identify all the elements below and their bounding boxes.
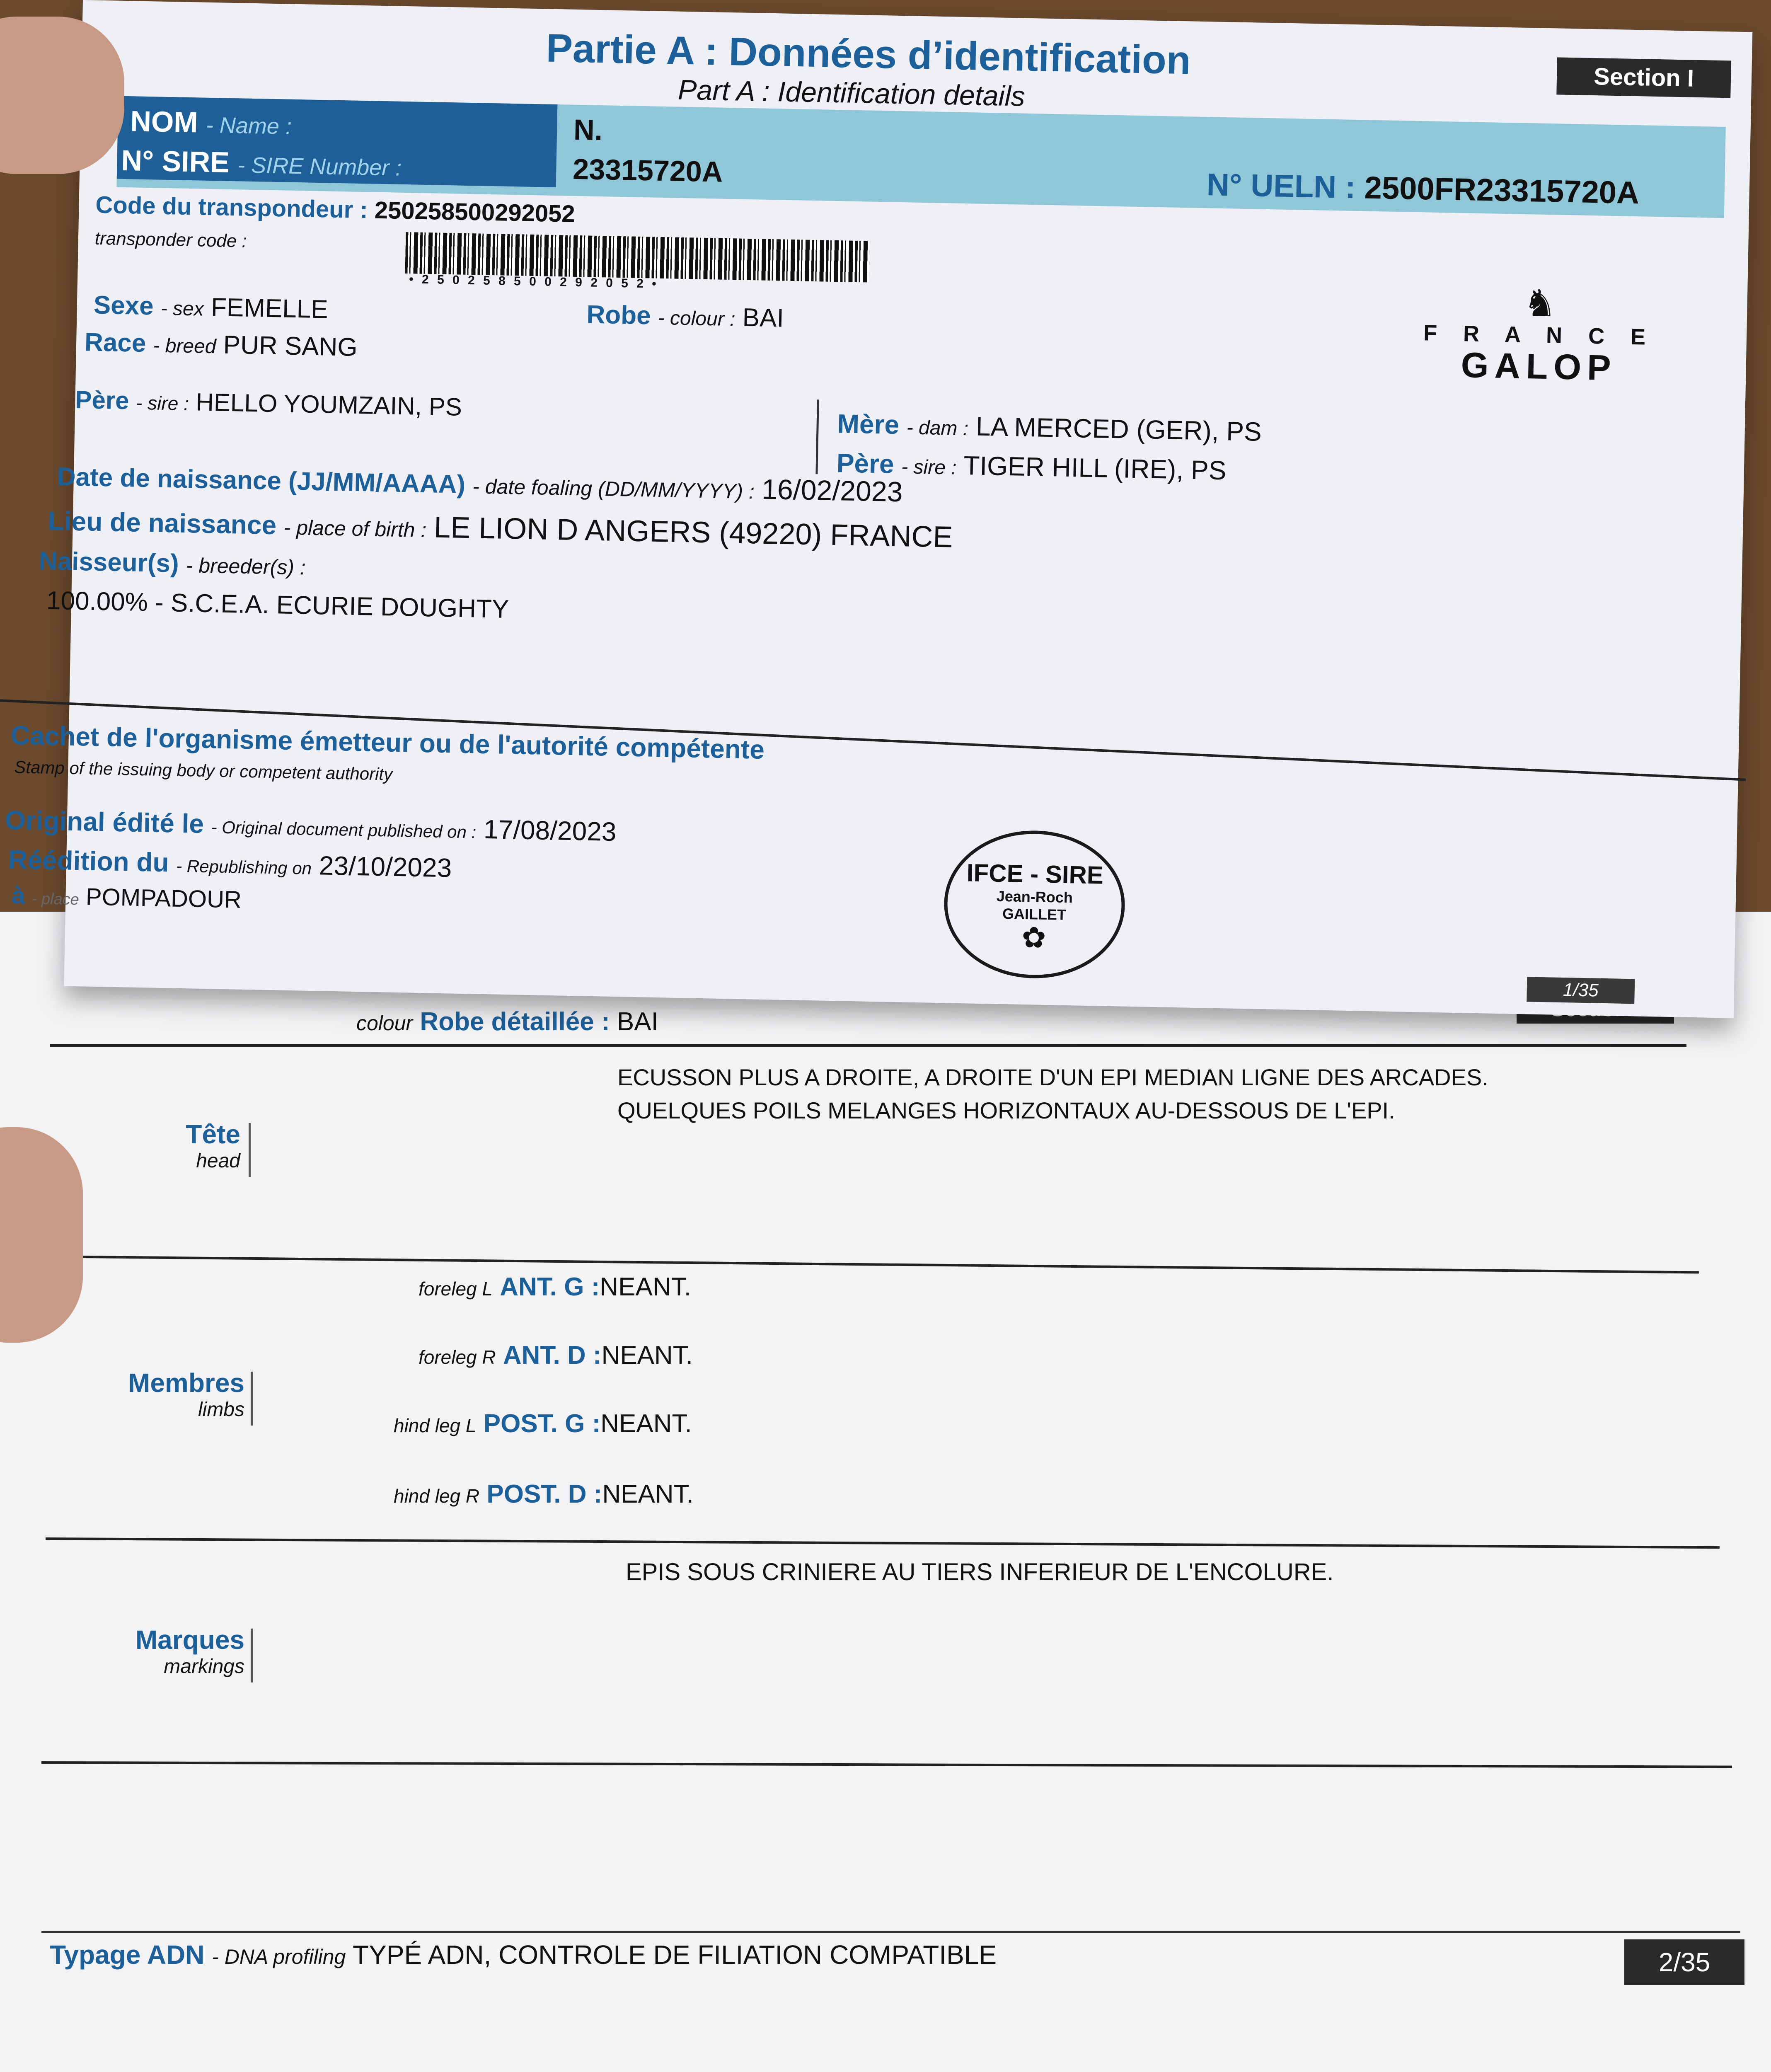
- tete-label: Tête: [186, 1119, 240, 1149]
- pob-row: [48, 503, 953, 554]
- limb-value: NEANT.: [600, 1409, 692, 1438]
- sexe-value: FEMELLE: [210, 293, 329, 324]
- reedition-label: Réédition du: [8, 844, 169, 878]
- stamp-line-3: GAILLET: [1002, 905, 1067, 923]
- pob-label-en: - place of birth :: [283, 516, 427, 542]
- signature-icon: ✿: [1021, 921, 1047, 954]
- limb-row: [419, 1272, 691, 1302]
- ifce-sire-stamp: [943, 829, 1126, 980]
- logo-line-1: F R A N C E: [1423, 320, 1656, 350]
- place-label: à: [11, 882, 26, 909]
- grandsire-value: TIGER HILL (IRE), PS: [963, 450, 1227, 486]
- membres-label: Membres: [128, 1368, 244, 1398]
- robe-value: BAI: [742, 303, 784, 333]
- adn-row: [50, 1939, 997, 1970]
- robe-label-en: - colour :: [658, 307, 735, 331]
- place-row: [12, 881, 242, 914]
- membres-bar: [251, 1372, 253, 1426]
- sexe-row: [93, 290, 328, 324]
- limb-value: NEANT.: [602, 1480, 694, 1508]
- page-number-badge: 2/35: [1624, 1939, 1744, 1985]
- membres-label-block: [120, 1368, 244, 1421]
- limb-label-en: hind leg L: [394, 1415, 477, 1436]
- stamp-line-2: Jean-Roch: [996, 887, 1073, 906]
- pere-row: [75, 385, 462, 421]
- adn-value: TYPÉ ADN, CONTROLE DE FILIATION COMPATIBLE: [353, 1940, 997, 1970]
- limb-value: NEANT.: [601, 1341, 693, 1370]
- logo-line-2: GALOP: [1460, 345, 1617, 388]
- dob-value: 16/02/2023: [761, 473, 903, 508]
- race-label: Race: [84, 328, 147, 358]
- transponder-value: 250258500292052: [374, 196, 576, 228]
- limb-row: [419, 1341, 693, 1370]
- pere-label: Père: [75, 385, 130, 415]
- original-label: Original édité le: [5, 805, 204, 839]
- transponder-label: Code du transpondeur :: [95, 191, 368, 224]
- reedition-row: [8, 844, 452, 884]
- tete-bar: [249, 1123, 251, 1177]
- limb-label: ANT. G :: [500, 1273, 600, 1301]
- nom-value: N.: [573, 113, 603, 147]
- sire-label: N° SIRE: [121, 144, 230, 179]
- reedition-label-en: - Republishing on: [176, 856, 312, 878]
- part-a-title: Partie A : Données d’identification: [545, 26, 1191, 83]
- limb-label: ANT. D :: [503, 1341, 602, 1370]
- part-a-subtitle: Part A : Identification details: [677, 74, 1026, 112]
- tete-description: [617, 1061, 1488, 1127]
- marques-label: Marques: [135, 1625, 244, 1655]
- limb-label-en: foreleg R: [419, 1346, 496, 1368]
- place-value: POMPADOUR: [85, 883, 242, 913]
- robe-detaillee-value: BAI: [617, 1007, 658, 1036]
- sire-label-row: [121, 144, 402, 182]
- ueln-label: N° UELN :: [1206, 167, 1356, 206]
- place-label-en: - place: [31, 890, 80, 909]
- mere-value: LA MERCED (GER), PS: [975, 411, 1262, 447]
- sexe-label-en: - sex: [160, 297, 204, 320]
- pob-value: LE LION D ANGERS (49220) FRANCE: [433, 511, 953, 554]
- breeder-value: 100.00% - S.C.E.A. ECURIE DOUGHTY: [46, 586, 509, 624]
- original-label-en: - Original document published on :: [211, 817, 477, 842]
- divider-adn: [41, 1931, 1740, 1933]
- pob-label: Lieu de naissance: [48, 506, 277, 540]
- dob-row: [57, 460, 903, 508]
- marques-label-en: markings: [164, 1656, 244, 1677]
- cachet-title: Cachet de l'organisme émetteur ou de l'autorité compétente: [10, 720, 765, 765]
- breeder-label: Naisseur(s): [39, 547, 179, 578]
- robe-detaillee-label-en: colour: [356, 1012, 413, 1035]
- nom-label: NOM: [130, 105, 198, 139]
- mere-row: [837, 408, 1262, 447]
- page-one: [5, 0, 1752, 1018]
- mere-label-en: - dam :: [906, 416, 969, 440]
- pere-value: HELLO YOUMZAIN, PS: [196, 388, 462, 421]
- limb-row: [394, 1479, 694, 1509]
- race-label-en: - breed: [152, 334, 217, 358]
- divider-robe: [50, 1044, 1686, 1047]
- marques-value: EPIS SOUS CRINIERE AU TIERS INFERIEUR DE L'ENCOLURE.: [626, 1559, 1334, 1585]
- race-value: PUR SANG: [223, 330, 358, 362]
- cachet-subtitle: Stamp of the issuing body or competent authority: [14, 757, 393, 784]
- limb-label-en: foreleg L: [419, 1278, 493, 1300]
- jockey-horse-icon: ♞: [1523, 282, 1557, 325]
- tete-label-en: head: [196, 1150, 240, 1172]
- pedigree-divider: [815, 399, 819, 474]
- robe-detaillee-label: Robe détaillée :: [420, 1007, 610, 1036]
- robe-label: Robe: [586, 300, 651, 330]
- page-two: [0, 912, 1771, 2072]
- breeder-row: [39, 546, 306, 581]
- pere-label-en: - sire :: [135, 392, 189, 415]
- tete-line-2: QUELQUES POILS MELANGES HORIZONTAUX AU-DESSOUS DE L'EPI.: [617, 1097, 1395, 1123]
- limb-row: [394, 1409, 692, 1438]
- transponder-row: [95, 191, 575, 228]
- divider-tete: [83, 1256, 1699, 1273]
- limb-label-en: hind leg R: [394, 1485, 480, 1507]
- adn-label: Typage ADN: [50, 1940, 205, 1970]
- grandsire-label-en: - sire :: [901, 456, 957, 479]
- limb-label: POST. G :: [483, 1409, 601, 1438]
- marques-bar: [251, 1629, 253, 1682]
- dob-label: Date de naissance (JJ/MM/AAAA): [57, 462, 466, 499]
- nom-label-en: - Name :: [206, 112, 292, 139]
- robe-row: [586, 300, 784, 333]
- thumb-top: [0, 17, 124, 174]
- stamp-line-1: IFCE - SIRE: [966, 859, 1104, 889]
- race-row: [84, 327, 358, 362]
- france-galop-logo: [1423, 283, 1657, 387]
- reedition-value: 23/10/2023: [319, 850, 452, 883]
- mere-label: Mère: [837, 409, 900, 440]
- limb-label: POST. D :: [486, 1480, 602, 1508]
- original-value: 17/08/2023: [483, 814, 617, 847]
- divider-marques: [41, 1761, 1732, 1768]
- transponder-label-en: transponder code :: [94, 228, 247, 252]
- barcode-digits: • 2 5 0 2 5 8 5 0 0 2 9 2 0 5 2 •: [409, 272, 659, 291]
- ueln-value: 2500FR23315720A: [1364, 170, 1640, 211]
- sire-label-en: - SIRE Number :: [237, 152, 402, 181]
- section-badge: Section I: [1556, 57, 1731, 98]
- grandsire-label: Père: [836, 448, 895, 479]
- robe-detaillee-row: [356, 1007, 658, 1036]
- page-number-badge-page1: 1/35: [1527, 977, 1635, 1004]
- adn-label-en: - DNA profiling: [212, 1945, 346, 1968]
- membres-label-en: limbs: [198, 1399, 244, 1421]
- original-row: [5, 805, 617, 847]
- thumb-bottom: [0, 1127, 83, 1343]
- sire-value: 23315720A: [572, 152, 723, 188]
- dob-label-en: - date foaling (DD/MM/YYYY) :: [472, 474, 755, 503]
- tete-line-1: ECUSSON PLUS A DROITE, A DROITE D'UN EPI MEDIAN LIGNE DES ARCADES.: [617, 1064, 1488, 1090]
- divider-membres: [46, 1537, 1720, 1549]
- tete-label-block: [182, 1119, 240, 1172]
- sexe-label: Sexe: [93, 290, 154, 321]
- marques-label-block: [120, 1624, 244, 1678]
- limb-value: NEANT.: [600, 1273, 691, 1301]
- breeder-label-en: - breeder(s) :: [186, 554, 306, 579]
- nom-label-row: [130, 104, 292, 140]
